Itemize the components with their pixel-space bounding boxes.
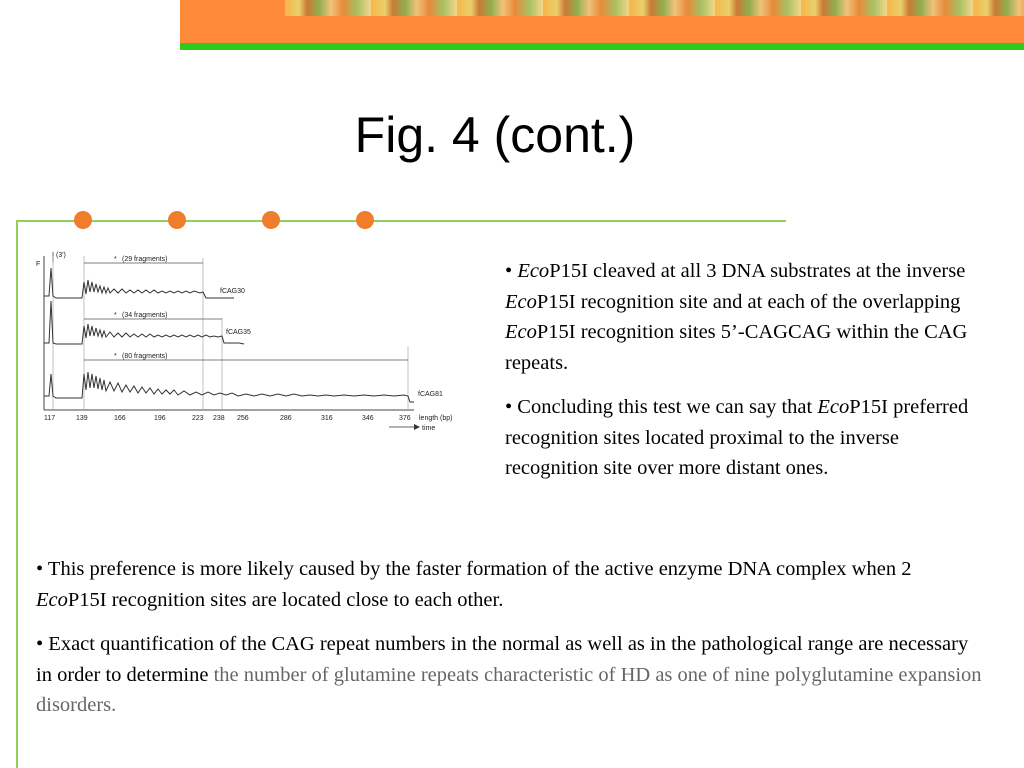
bracket-star-2: * [114, 312, 117, 319]
x-unit-label: length (bp) [419, 415, 453, 422]
text-run: P15I recognition site and at each of the overlapping [536, 290, 961, 313]
text-run: P15I recognition sites are located close to each other. [67, 588, 504, 611]
slide-title: Fig. 4 (cont.) [354, 107, 636, 163]
italic-run: Eco [505, 290, 537, 313]
text-run: P15I recognition sites 5’-CAGCAG within the CAG repeats. [505, 321, 968, 374]
trace-fcag35 [44, 301, 244, 344]
frame-left-line [16, 220, 18, 768]
bullet-dot-2 [168, 211, 186, 229]
time-label: time [422, 425, 436, 432]
italic-run: Eco [505, 321, 537, 343]
bullet-dot-1 [74, 211, 92, 229]
x-tick-label: 286 [280, 415, 292, 422]
x-tick-label: 166 [114, 415, 126, 422]
y-axis-letter: F [36, 261, 41, 268]
trace-label-fcag81: fCAG81 [418, 391, 443, 398]
x-tick-label: 196 [154, 415, 166, 422]
bracket-label-3: (80 fragments) [122, 353, 168, 360]
text-run: P15I cleaved at all 3 DNA substrates at the inverse [549, 260, 966, 282]
frame-top-line [16, 220, 786, 222]
banner-orange-strip-left [180, 0, 285, 16]
bullet-paragraph [505, 392, 995, 484]
x-tick-label: 376 [399, 415, 411, 422]
banner-floral-image [285, 0, 1024, 16]
text-run: • [505, 260, 518, 282]
italic-run: Eco [517, 260, 550, 282]
gray-text-run: the number of glutamine repeats characteristic of HD as one of nine polyglutamine expansion disorders. [36, 663, 982, 716]
text-run: • Concluding this test we can say that [505, 396, 818, 418]
bullet-dot-4 [356, 211, 374, 229]
banner-orange-bar [180, 16, 1024, 43]
bullet-paragraph [36, 629, 986, 721]
bullet-dot-3 [262, 211, 280, 229]
bracket-star-1: * [114, 256, 117, 263]
top-marker: (3') [56, 252, 66, 259]
x-tick-label: 117 [44, 415, 56, 422]
text-run: • This preference is more likely caused by the faster formation of the active enzyme DNA complex when 2 [36, 558, 912, 580]
italic-run: Eco [817, 396, 850, 418]
banner-green-bar [180, 43, 1024, 50]
text-run: • Exact quantification of the CAG repeat numbers in the normal as well as in the pathological range are necessary in order to determine [36, 633, 969, 686]
time-arrow-head [414, 424, 420, 430]
trace-fcag30 [44, 268, 234, 298]
trace-fcag81 [44, 372, 414, 402]
x-tick-label: 256 [237, 415, 249, 422]
text-run: P15I preferred recognition sites located proximal to the inverse recognition site over more distant ones. [505, 396, 969, 479]
bullet-paragraph [36, 554, 986, 615]
x-tick-label: 139 [76, 415, 88, 422]
top-banner [180, 0, 1024, 50]
x-tick-label: 223 [192, 415, 204, 422]
bullet-paragraph [505, 256, 995, 378]
italic-run: Eco [36, 588, 68, 611]
x-tick-label: 316 [321, 415, 333, 422]
trace-label-fcag35: fCAG35 [226, 329, 251, 336]
x-ticks [44, 415, 411, 422]
right-text-block [505, 256, 995, 498]
x-tick-label: 346 [362, 415, 374, 422]
bracket-label-1: (29 fragments) [122, 256, 168, 263]
bracket-label-2: (34 fragments) [122, 312, 168, 319]
electropherogram-figure [34, 246, 464, 436]
bottom-text-block [36, 554, 986, 735]
figure-svg [34, 246, 464, 436]
trace-label-fcag30: fCAG30 [220, 288, 245, 295]
x-tick-label: 238 [213, 415, 225, 422]
bracket-star-3: * [114, 353, 117, 360]
